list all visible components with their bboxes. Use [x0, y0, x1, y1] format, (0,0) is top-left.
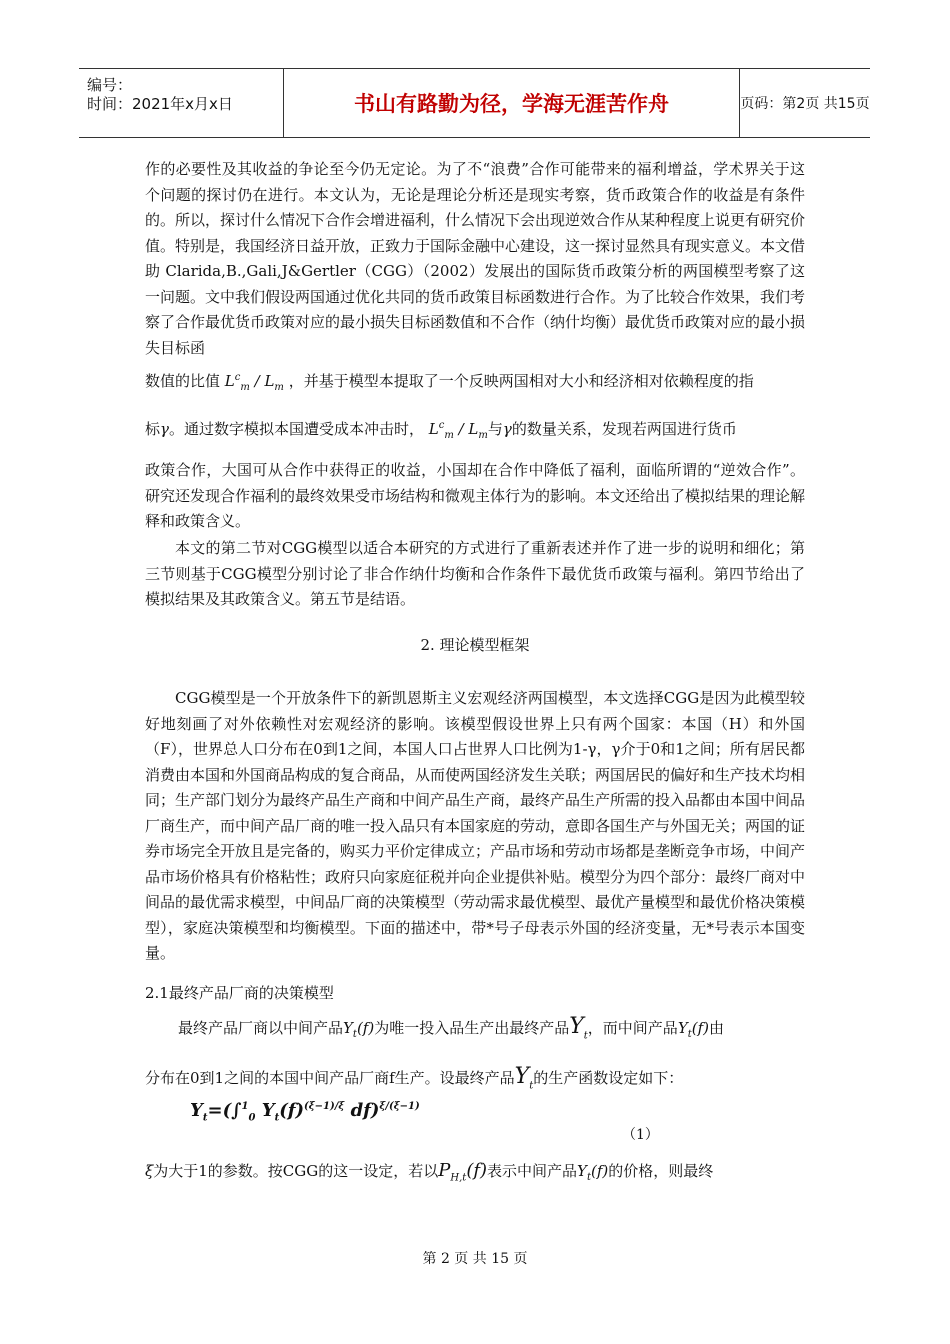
distribution-line [145, 1064, 683, 1091]
yt-f-symbol-2: $Y_t(f)$ [677, 1019, 710, 1040]
ratio-line-text-a: 数值的比值 [145, 372, 221, 390]
equation-production-function: $Y_t=(\int^1_0$ $Y_t(f)^{(\xi-1)/\xi}$ df)$^{\xi/(\xi-1)}$ [190, 1100, 420, 1124]
param-text-b: 表示中间产品 [487, 1162, 578, 1180]
indicator-text-a: 标 [145, 420, 161, 438]
param-text-a: 为大于1的参数。按CGG的这一设定，若以 [153, 1162, 439, 1180]
gamma-symbol-2: γ [502, 420, 512, 438]
page-footer: 第 2 页 共 15 页 [422, 1251, 528, 1267]
doc-date-label: 时间：2021年x月x日 [87, 95, 233, 113]
indicator-text-b: 。通过数字模拟本国遭受成本冲击时， [168, 420, 424, 438]
paragraph-intro: 作的必要性及其收益的争论至今仍无定论。为了不“浪费”合作可能带来的福利增益，学术界关于这个问题的探讨仍在进行。本文认为，无论是理论分析还是现实考察，货币政策合作的收益是有条件的。所以，探讨什么情况下合作会增进福利，什么情况下会出现逆效合作从某种程度上说更有研究价值。特别是，我国经济日益开放，正致力于国际金融中心建设，这一探讨显然具有现实意义。本文借助 Clarida,B.,Gali,J&Gertler（CGG）（2002）发展出的国际货币政策分析的两国模型考察了这一问题。文中我们假设两国通过优化共同的货币政策目标函数进行合作。为了比较合作效果，我们考察了合作最优货币政策对应的最小损失目标函数值和不合作（纳什均衡）最优货币政策对应的最小损失目标函 [145, 160, 805, 357]
dist-text-a: 分布在0到1之间的本国中间产品厂商f生产。设最终产品 [145, 1069, 515, 1087]
paragraph-model: CGG模型是一个开放条件下的新凯恩斯主义宏观经济两国模型，本文选择CGG是因为此模型较好地刻画了对外依赖性对宏观经济的影响。该模型假设世界上只有两个国家：本国（H）和外国（F），世界总人口分布在0到1之间，本国人口占世界人口比例为1-γ，γ介于0和1之间；所有居民都消费由本国和外国商品构成的复合商品，从而使两国经济发生关联；两国居民的偏好和生产技术均相同；生产部门划分为最终产品生产商和中间产品生产商，最终产品生产所需的投入品都由本国中间品厂商生产，而中间产品厂商的唯一投入品只有本国家庭的劳动，意即各国生产与外国无关；两国的证券市场完全开放且是完备的，购买力平价定律成立；产品市场和劳动市场都是垄断竞争市场，中间产品市场价格具有价格粘性；政府只向家庭征税并向企业提供补贴。模型分为四个部分：最终厂商对中间品的最优需求模型，中间品厂商的决策模型（劳动需求最优模型、最优产量模型和最优价格决策模型），家庭决策模型和均衡模型。下面的描述中，带*号子母表示外国的经济变量，无*号表示本国变量。 [145, 689, 806, 962]
fp-text-a: 最终产品厂商以中间产品 [178, 1019, 344, 1037]
paragraph-structure: 本文的第二节对CGG模型以适合本研究的方式进行了重新表述并作了进一步的说明和细化；第三节则基于CGG模型分别讨论了非合作纳什均衡和合作条件下最优货币政策与福利。第四节给出了模拟结果及其政策含义。第五节是结语。 [145, 539, 805, 608]
yt-f-symbol-3: $Y_t(f)$ [577, 1162, 609, 1183]
indicator-text-c: 与 [487, 420, 503, 438]
header-motto: 书山有路勤为径，学海无涯苦作舟 [283, 69, 740, 137]
price-symbol: $P_{H,t}(f)$ [438, 1160, 488, 1184]
fp-text-b: 为唯一投入品生产出最终产品 [374, 1019, 570, 1037]
paragraph-intro-end: 政策合作，大国可从合作中获得正的收益，小国却在合作中降低了福利，面临所谓的“逆效合作”。研究还发现合作福利的最终效果受市场结构和微观主体行为的影响。本文还给出了模拟结果的理论解释和政策含义。 [145, 461, 806, 530]
page-header [79, 68, 870, 138]
indicator-line [145, 418, 737, 441]
fp-text-d: 由 [709, 1019, 725, 1037]
ratio-line [145, 370, 754, 393]
header-page-info: 页码：第2页 共15页 [740, 96, 870, 112]
dist-text-b: 的生产函数设定如下： [533, 1069, 684, 1087]
final-producer-line [178, 1014, 724, 1041]
yt-symbol: $Y_t$ [569, 1014, 588, 1042]
xi-symbol: ξ [145, 1162, 154, 1180]
section-title: 2. 理论模型框架 [420, 636, 530, 654]
yt-symbol-2: $Y_t$ [514, 1064, 534, 1092]
ratio-formula: $L^c_m / L_m$ [224, 372, 284, 393]
param-text-c: 的价格，则最终 [608, 1162, 714, 1180]
fp-text-c: ，而中间产品 [587, 1019, 678, 1037]
parameter-line [145, 1160, 713, 1184]
header-meta [79, 69, 283, 137]
subsection-title: 2.1最终产品厂商的决策模型 [145, 984, 334, 1002]
indicator-text-d: 的数量关系，发现若两国进行货币 [511, 420, 737, 438]
doc-number-label: 编号： [87, 76, 133, 94]
yt-f-symbol: $Y_t(f)$ [343, 1019, 375, 1040]
ratio-line-text-b: ，并基于模型本提取了一个反映两国相对大小和经济相对依赖程度的指 [288, 372, 754, 390]
equation-number: （1） [622, 1127, 659, 1143]
gamma-symbol: γ [160, 420, 169, 438]
ratio-formula-2: $L^c_m / L_m$ [428, 420, 488, 441]
